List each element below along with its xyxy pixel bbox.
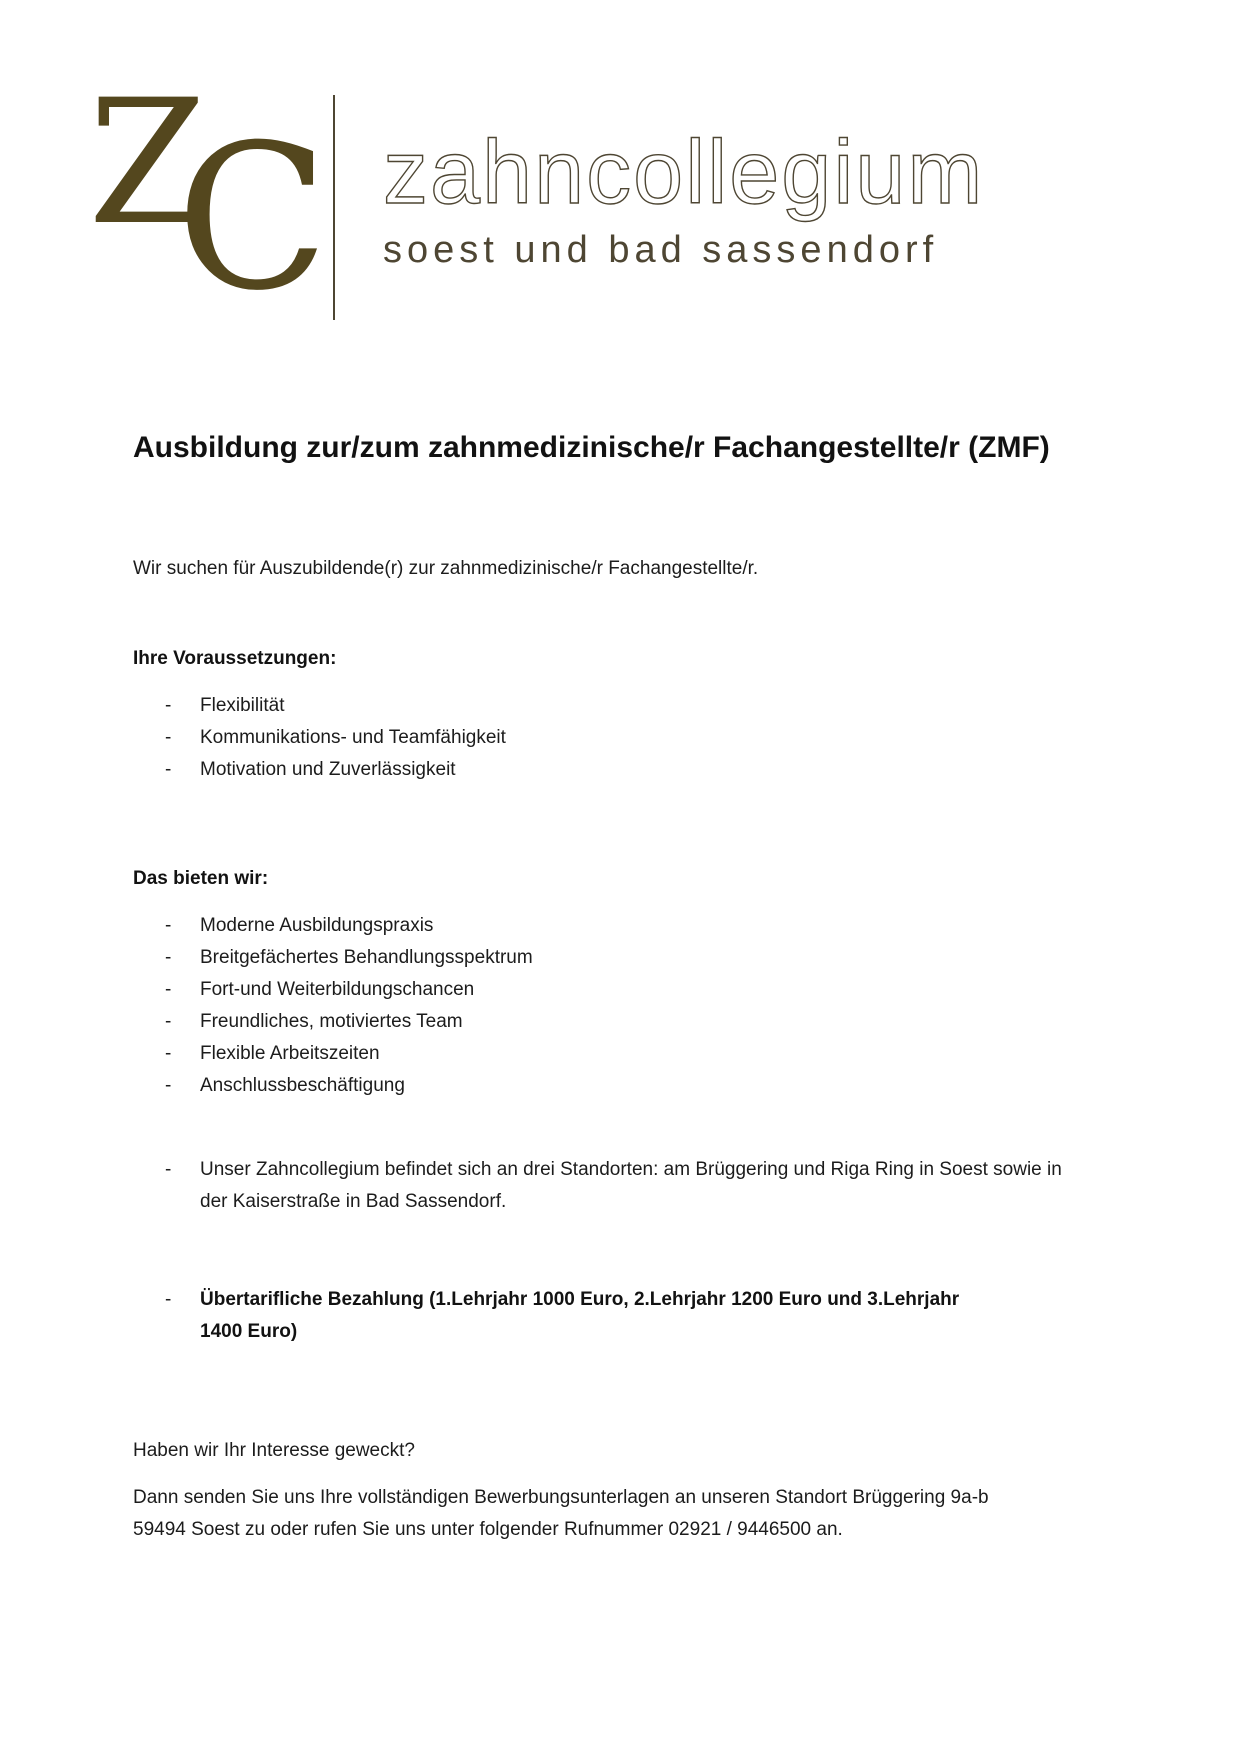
list-item-text: Freundliches, motiviertes Team bbox=[200, 1011, 463, 1032]
pay-item bbox=[165, 1284, 1130, 1348]
bullet-dash: - bbox=[165, 727, 172, 748]
bullet-dash: - bbox=[165, 1289, 172, 1310]
list-item-text: Motivation und Zuverlässigkeit bbox=[200, 759, 456, 780]
closing-line-2: 59494 Soest zu oder rufen Sie uns unter folgender Rufnummer 02921 / 9446500 an. bbox=[133, 1519, 843, 1540]
brand-header bbox=[0, 62, 1240, 335]
offer-list bbox=[165, 910, 1130, 1102]
bullet-dash: - bbox=[165, 1043, 172, 1064]
brand-text-block bbox=[383, 95, 984, 271]
list-item bbox=[165, 754, 1130, 786]
list-item bbox=[165, 910, 1130, 942]
page-title: Ausbildung zur/zum zahnmedizinische/r Fachangestellte/r (ZMF) bbox=[133, 431, 1050, 464]
list-item bbox=[165, 974, 1130, 1006]
logo-letter-c: C bbox=[176, 102, 330, 335]
bullet-dash: - bbox=[165, 1159, 172, 1180]
document-body bbox=[0, 423, 1240, 1546]
intro-paragraph: Wir suchen für Auszubildende(r) zur zahnmedizinische/r Fachangestellte/r. bbox=[133, 558, 759, 579]
pay-item-text: Übertarifliche Bezahlung (1.Lehrjahr 1000 Euro, 2.Lehrjahr 1200 Euro und 3.Lehrjahr 1400 Euro) bbox=[200, 1289, 960, 1342]
closing-line-1: Dann senden Sie uns Ihre vollständigen Bewerbungsunterlagen an unseren Standort Brüggering 9a-b bbox=[133, 1487, 989, 1508]
bullet-dash: - bbox=[165, 759, 172, 780]
brand-subtitle: soest und bad sassendorf bbox=[383, 229, 939, 271]
bullet-dash: - bbox=[165, 1075, 172, 1096]
list-item bbox=[165, 942, 1130, 974]
list-item bbox=[165, 1038, 1130, 1070]
logo-letter-z: Z bbox=[88, 62, 208, 263]
bullet-dash: - bbox=[165, 947, 172, 968]
bullet-dash: - bbox=[165, 915, 172, 936]
list-item bbox=[165, 722, 1130, 754]
interest-question: Haben wir Ihr Interesse geweckt? bbox=[133, 1440, 415, 1461]
logo-divider bbox=[333, 95, 335, 320]
section-heading-offer: Das bieten wir: bbox=[133, 868, 269, 889]
list-item-text: Flexible Arbeitszeiten bbox=[200, 1043, 380, 1064]
section-heading-requirements: Ihre Voraussetzungen: bbox=[133, 648, 337, 669]
list-item-text: Fort-und Weiterbildungschancen bbox=[200, 979, 475, 1000]
list-item-text: Breitgefächertes Behandlungsspektrum bbox=[200, 947, 533, 968]
bullet-dash: - bbox=[165, 1011, 172, 1032]
list-item bbox=[165, 690, 1130, 722]
list-item bbox=[165, 1006, 1130, 1038]
list-item-text: Flexibilität bbox=[200, 695, 285, 716]
list-item-text: Anschlussbeschäftigung bbox=[200, 1075, 405, 1096]
list-item-text: Moderne Ausbildungspraxis bbox=[200, 915, 434, 936]
zc-logo bbox=[88, 62, 330, 335]
requirements-list bbox=[165, 690, 1130, 786]
closing-paragraph bbox=[133, 1482, 1113, 1546]
list-item bbox=[165, 1070, 1130, 1102]
brand-wordmark: zahncollegium bbox=[383, 123, 985, 223]
list-item-text: Kommunikations- und Teamfähigkeit bbox=[200, 727, 506, 748]
bullet-dash: - bbox=[165, 695, 172, 716]
location-item-text: Unser Zahncollegium befindet sich an drei Standorten: am Brüggering und Riga Ring in Soest sowie in der Kaiserstraße in Bad Sassendorf. bbox=[200, 1159, 1062, 1212]
bullet-dash: - bbox=[165, 979, 172, 1000]
location-item bbox=[165, 1154, 1130, 1218]
